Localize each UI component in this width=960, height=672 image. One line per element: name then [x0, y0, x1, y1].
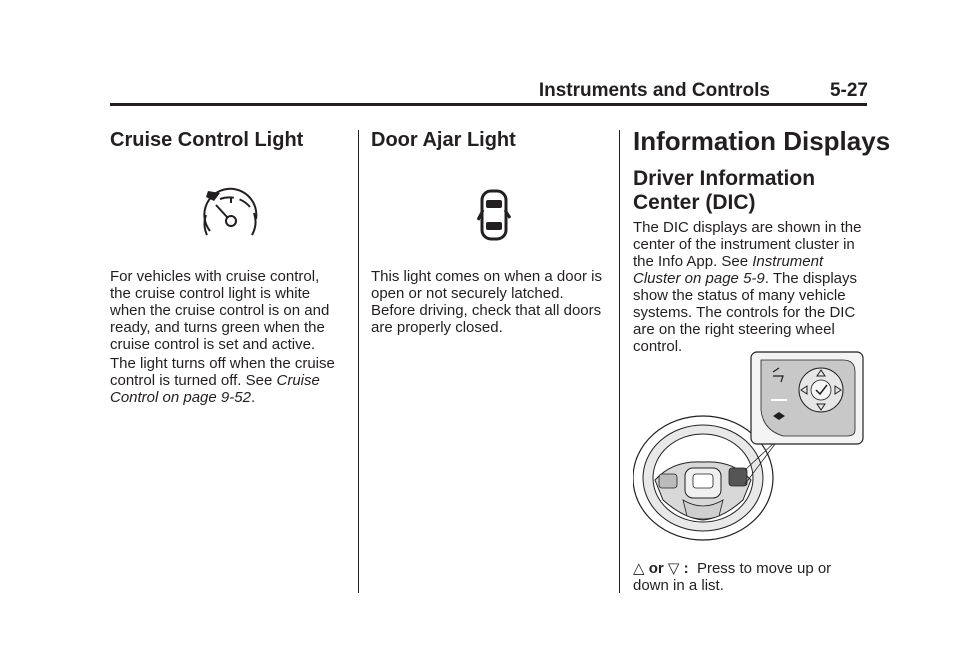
- column-divider-2: [619, 130, 620, 593]
- door-ajar-heading: Door Ajar Light: [371, 129, 516, 151]
- section-title: Instruments and Controls: [538, 80, 770, 101]
- door-ajar-icon: [477, 188, 511, 242]
- cruise-control-heading: Cruise Control Light: [110, 129, 304, 151]
- cruise-paragraph-2: [110, 355, 342, 406]
- header-rule: [110, 103, 867, 106]
- cruise-paragraph-1: For vehicles with cruise control, the cruise control light is white when the cruise control is on and ready, and turns green when the cruise control is set and active.: [110, 268, 330, 353]
- dic-paragraph-text-2: . The displays show the status of many vehicle systems. The controls for the DIC are on the right steering wheel control.: [633, 270, 858, 355]
- dic-paragraph: [633, 219, 871, 355]
- information-displays-heading: Information Displays: [633, 126, 891, 156]
- cruise-control-icon: [198, 183, 260, 243]
- dic-subheading: Driver Information Center (DIC): [633, 167, 816, 214]
- cruise-control-reference[interactable]: Cruise Control on page 9-52: [110, 372, 320, 406]
- page-number: 5-27: [829, 80, 868, 101]
- cruise-paragraph-2-text: The light turns off when the cruise control is turned off. See: [110, 355, 335, 389]
- colon-label: :: [683, 560, 689, 577]
- up-triangle-icon: △: [633, 560, 645, 577]
- or-label: or: [648, 560, 664, 577]
- cruise-paragraph-2-end: .: [250, 389, 256, 406]
- instrument-cluster-reference[interactable]: Instrument Cluster on page 5-9: [633, 253, 824, 287]
- down-triangle-icon: ▽: [667, 560, 680, 577]
- steering-wheel-illustration: [633, 350, 869, 550]
- column-divider-1: [358, 130, 359, 593]
- dic-paragraph-text-1: The DIC displays are shown in the center of the instrument cluster in the Info App. See: [633, 219, 862, 270]
- dic-control-description: [633, 560, 869, 594]
- door-ajar-paragraph: This light comes on when a door is open or not securely latched. Before driving, check that all doors are properly closed.: [371, 268, 602, 336]
- control-desc-text: Press to move up or down in a list.: [633, 560, 832, 594]
